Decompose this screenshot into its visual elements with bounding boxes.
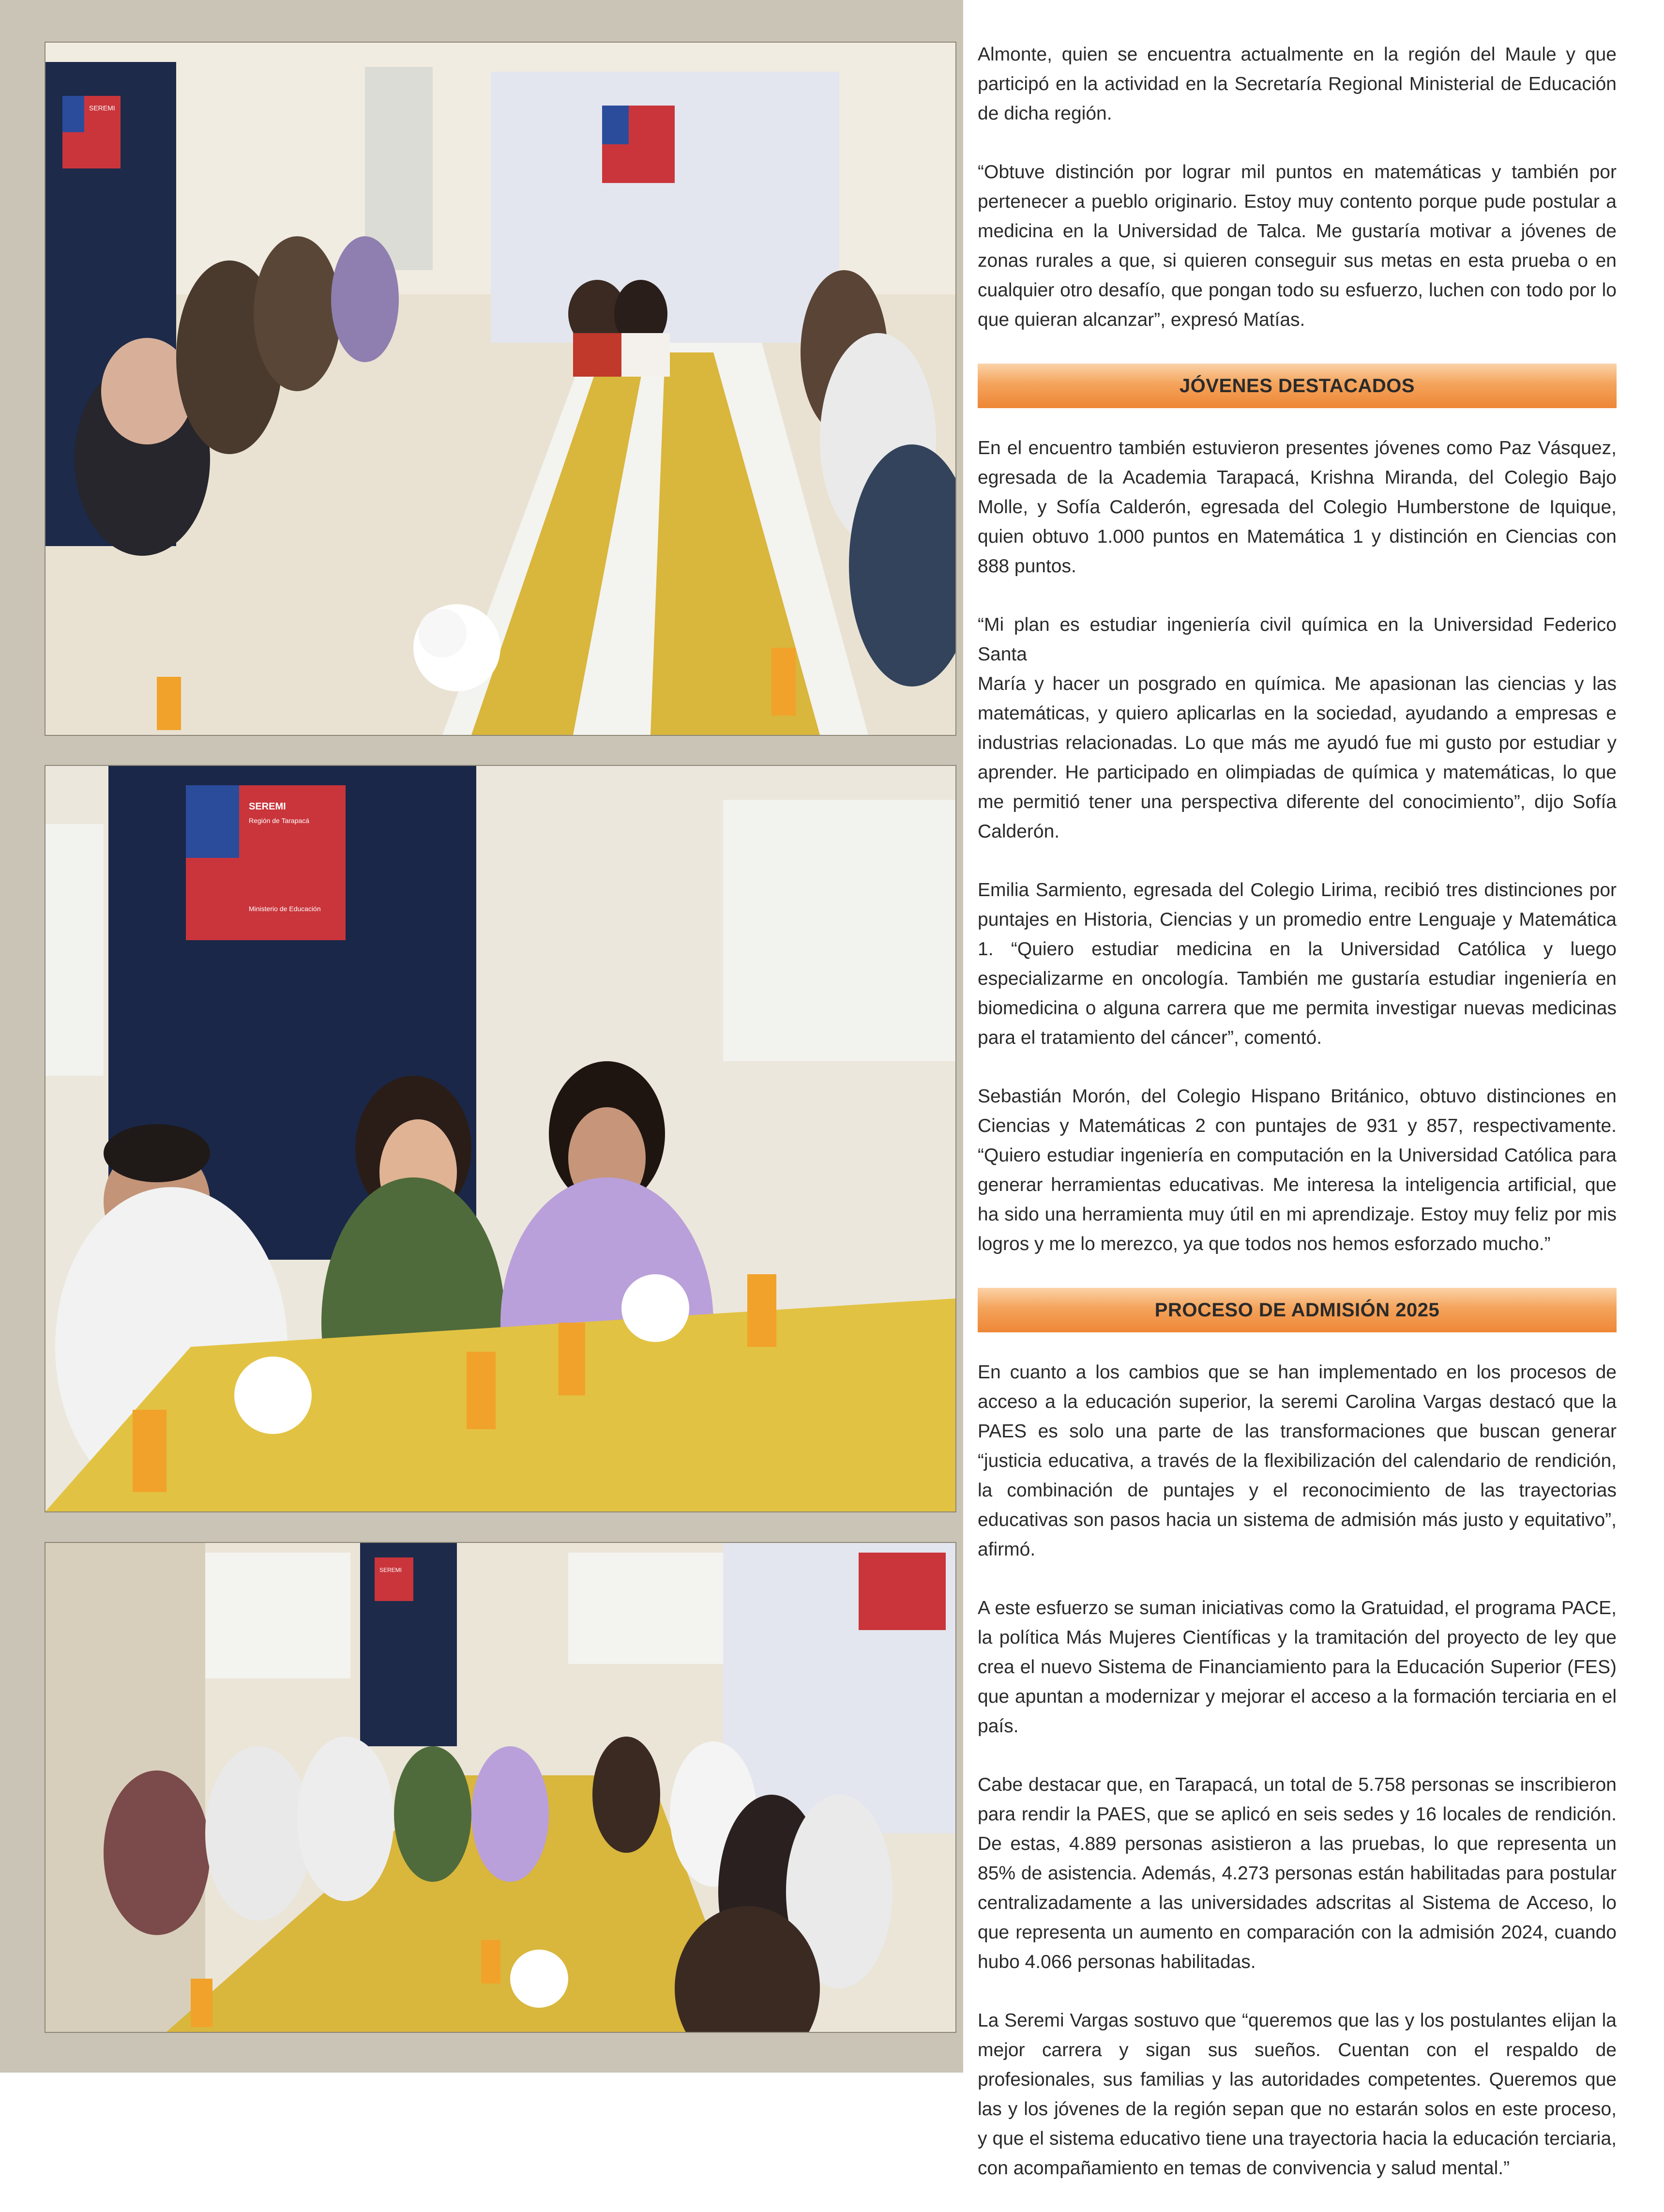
photo3-banner-logo: SEREMI (379, 1567, 402, 1573)
paragraph-emilia-sarmiento: Emilia Sarmiento, egresada del Colegio Lirima, recibió tres distinciones por puntajes en Historia, Ciencias y un promedio entre Lenguaje y Matemática 1. “Quiero estudiar medicina en la Universidad Católica y luego especializarme en oncología. También me gustaría estudiar ingeniería en biomedicina o alguna carrera que me permita investigar nuevas medicinas para el tratamiento del cáncer”, comentó. (978, 880, 1617, 1048)
photo-meeting-table (45, 42, 956, 736)
section-heading-label: JÓVENES DESTACADOS (1179, 375, 1415, 397)
photo-room-wide (45, 1542, 956, 2033)
photo1-banner-logo: SEREMI (89, 104, 115, 112)
paragraph-cambios-acceso: En cuanto a los cambios que se han implementado en los procesos de acceso a la educación superior, la seremi Carolina Vargas destacó que la PAES es solo una parte de las transformaciones que buscan generar “justicia educativa, a través de la flexibilización del calendario de rendición, la combinación de puntajes y el reconocimiento de las trayectorias educativas son pasos hacia un sistema de admisión más justo y equitativo”, afirmó. (978, 1362, 1617, 1560)
article-column (978, 40, 1617, 2212)
paragraph-iniciativas: A este esfuerzo se suman iniciativas como la Gratuidad, el programa PACE, la política Más Mujeres Científicas y la tramitación del proyecto de ley que crea el nuevo Sistema de Financiamiento para la Educación Superior (FES) que apuntan a modernizar y mejorar el acceso a la formación terciaria en el país. (978, 1598, 1617, 1737)
paragraph-sebastian-moron: Sebastián Morón, del Colegio Hispano Británico, obtuvo distinciones en Ciencias y Matemáticas 2 con puntajes de 931 y 857, respectivamente. “Quiero estudiar ingeniería en computación en la Universidad Católica para generar herramientas educativas. Me interesa la inteligencia artificial, que ha sido una herramienta muy útil en mi aprendizaje. Estoy muy feliz por mis logros y me lo merezco, ya que todos nos hemos esforzado mucho.” (978, 1086, 1617, 1254)
photo2-banner-logo: SEREMI (249, 801, 286, 812)
quote-sofia-rest: María y hacer un posgrado en química. Me apasionan las ciencias y las matemáticas, y quiero aplicarlas en la sociedad, ayudando a empresas e industrias relacionadas. Lo que más me ayudó fue mi gusto por estudiar y aprender. He participado en olimpiadas de química y matemáticas, lo que me permitió tener una perspectiva diferente del conocimiento”, dijo Sofía Calderón. (978, 673, 1617, 842)
quote-sofia-line1: “Mi plan es estudiar ingeniería civil química en la Universidad Federico Santa (978, 614, 1617, 665)
section-heading-proceso-admision (978, 1288, 1617, 1332)
photo-students-conversation (45, 765, 956, 1512)
quote-matias: “Obtuve distinción por lograr mil puntos en matemáticas y también por pertenecer a pueblo originario. Estoy muy contento porque pude postular a medicina en la Universidad de Talca. Me gustaría motivar a jóvenes de zonas rurales a que, si quieren conseguir sus metas en esta prueba o en cualquier otro desafío, que pongan todo su esfuerzo, luchen con todo por lo que quieran alcanzar”, expresó Matías. (978, 162, 1617, 330)
photo2-banner-ministry: Ministerio de Educación (249, 905, 321, 913)
photo2-banner-region: Región de Tarapacá (249, 817, 310, 824)
paragraph-almonte: Almonte, quien se encuentra actualmente en la región del Maule y que participó en la actividad en la Secretaría Regional Ministerial de Educación de dicha región. (978, 44, 1617, 124)
section-heading-label: PROCESO DE ADMISIÓN 2025 (1154, 1299, 1440, 1321)
paragraph-cifras-tarapaca: Cabe destacar que, en Tarapacá, un total de 5.758 personas se inscribieron para rendir la PAES, que se aplicó en seis sedes y 16 locales de rendición. De estas, 4.889 personas asistieron a las pruebas, lo que representa un 85% de asistencia. Además, 4.273 personas están habilitadas para postular centralizadamente a las universidades adscritas al Sistema de Acceso, lo que representa un aumento en comparación con la admisión 2024, cuando hubo 4.066 personas habilitadas. (978, 1774, 1617, 1972)
quote-sofia-calderon (978, 610, 1617, 846)
paragraph-jovenes-presentes: En el encuentro también estuvieron presentes jóvenes como Paz Vásquez, egresada de la Academia Tarapacá, Krishna Miranda, del Colegio Bajo Molle, y Sofía Calderón, egresada del Colegio Humberstone de Iquique, quien obtuvo 1.000 puntos en Matemática 1 y distinción en Ciencias con 888 puntos. (978, 438, 1617, 577)
quote-seremi-vargas: La Seremi Vargas sostuvo que “queremos que las y los postulantes elijan la mejor carrera y sigan sus sueños. Cuentan con el respaldo de profesionales, sus familias y las autoridades competentes. Queremos que las y los jóvenes de la región sepan que no estarán solos en este proceso, y que el sistema educativo tiene una trayectoria hacia la educación terciaria, con acompañamiento en temas de convivencia y salud mental.” (978, 2010, 1617, 2179)
section-heading-jovenes-destacados (978, 364, 1617, 408)
